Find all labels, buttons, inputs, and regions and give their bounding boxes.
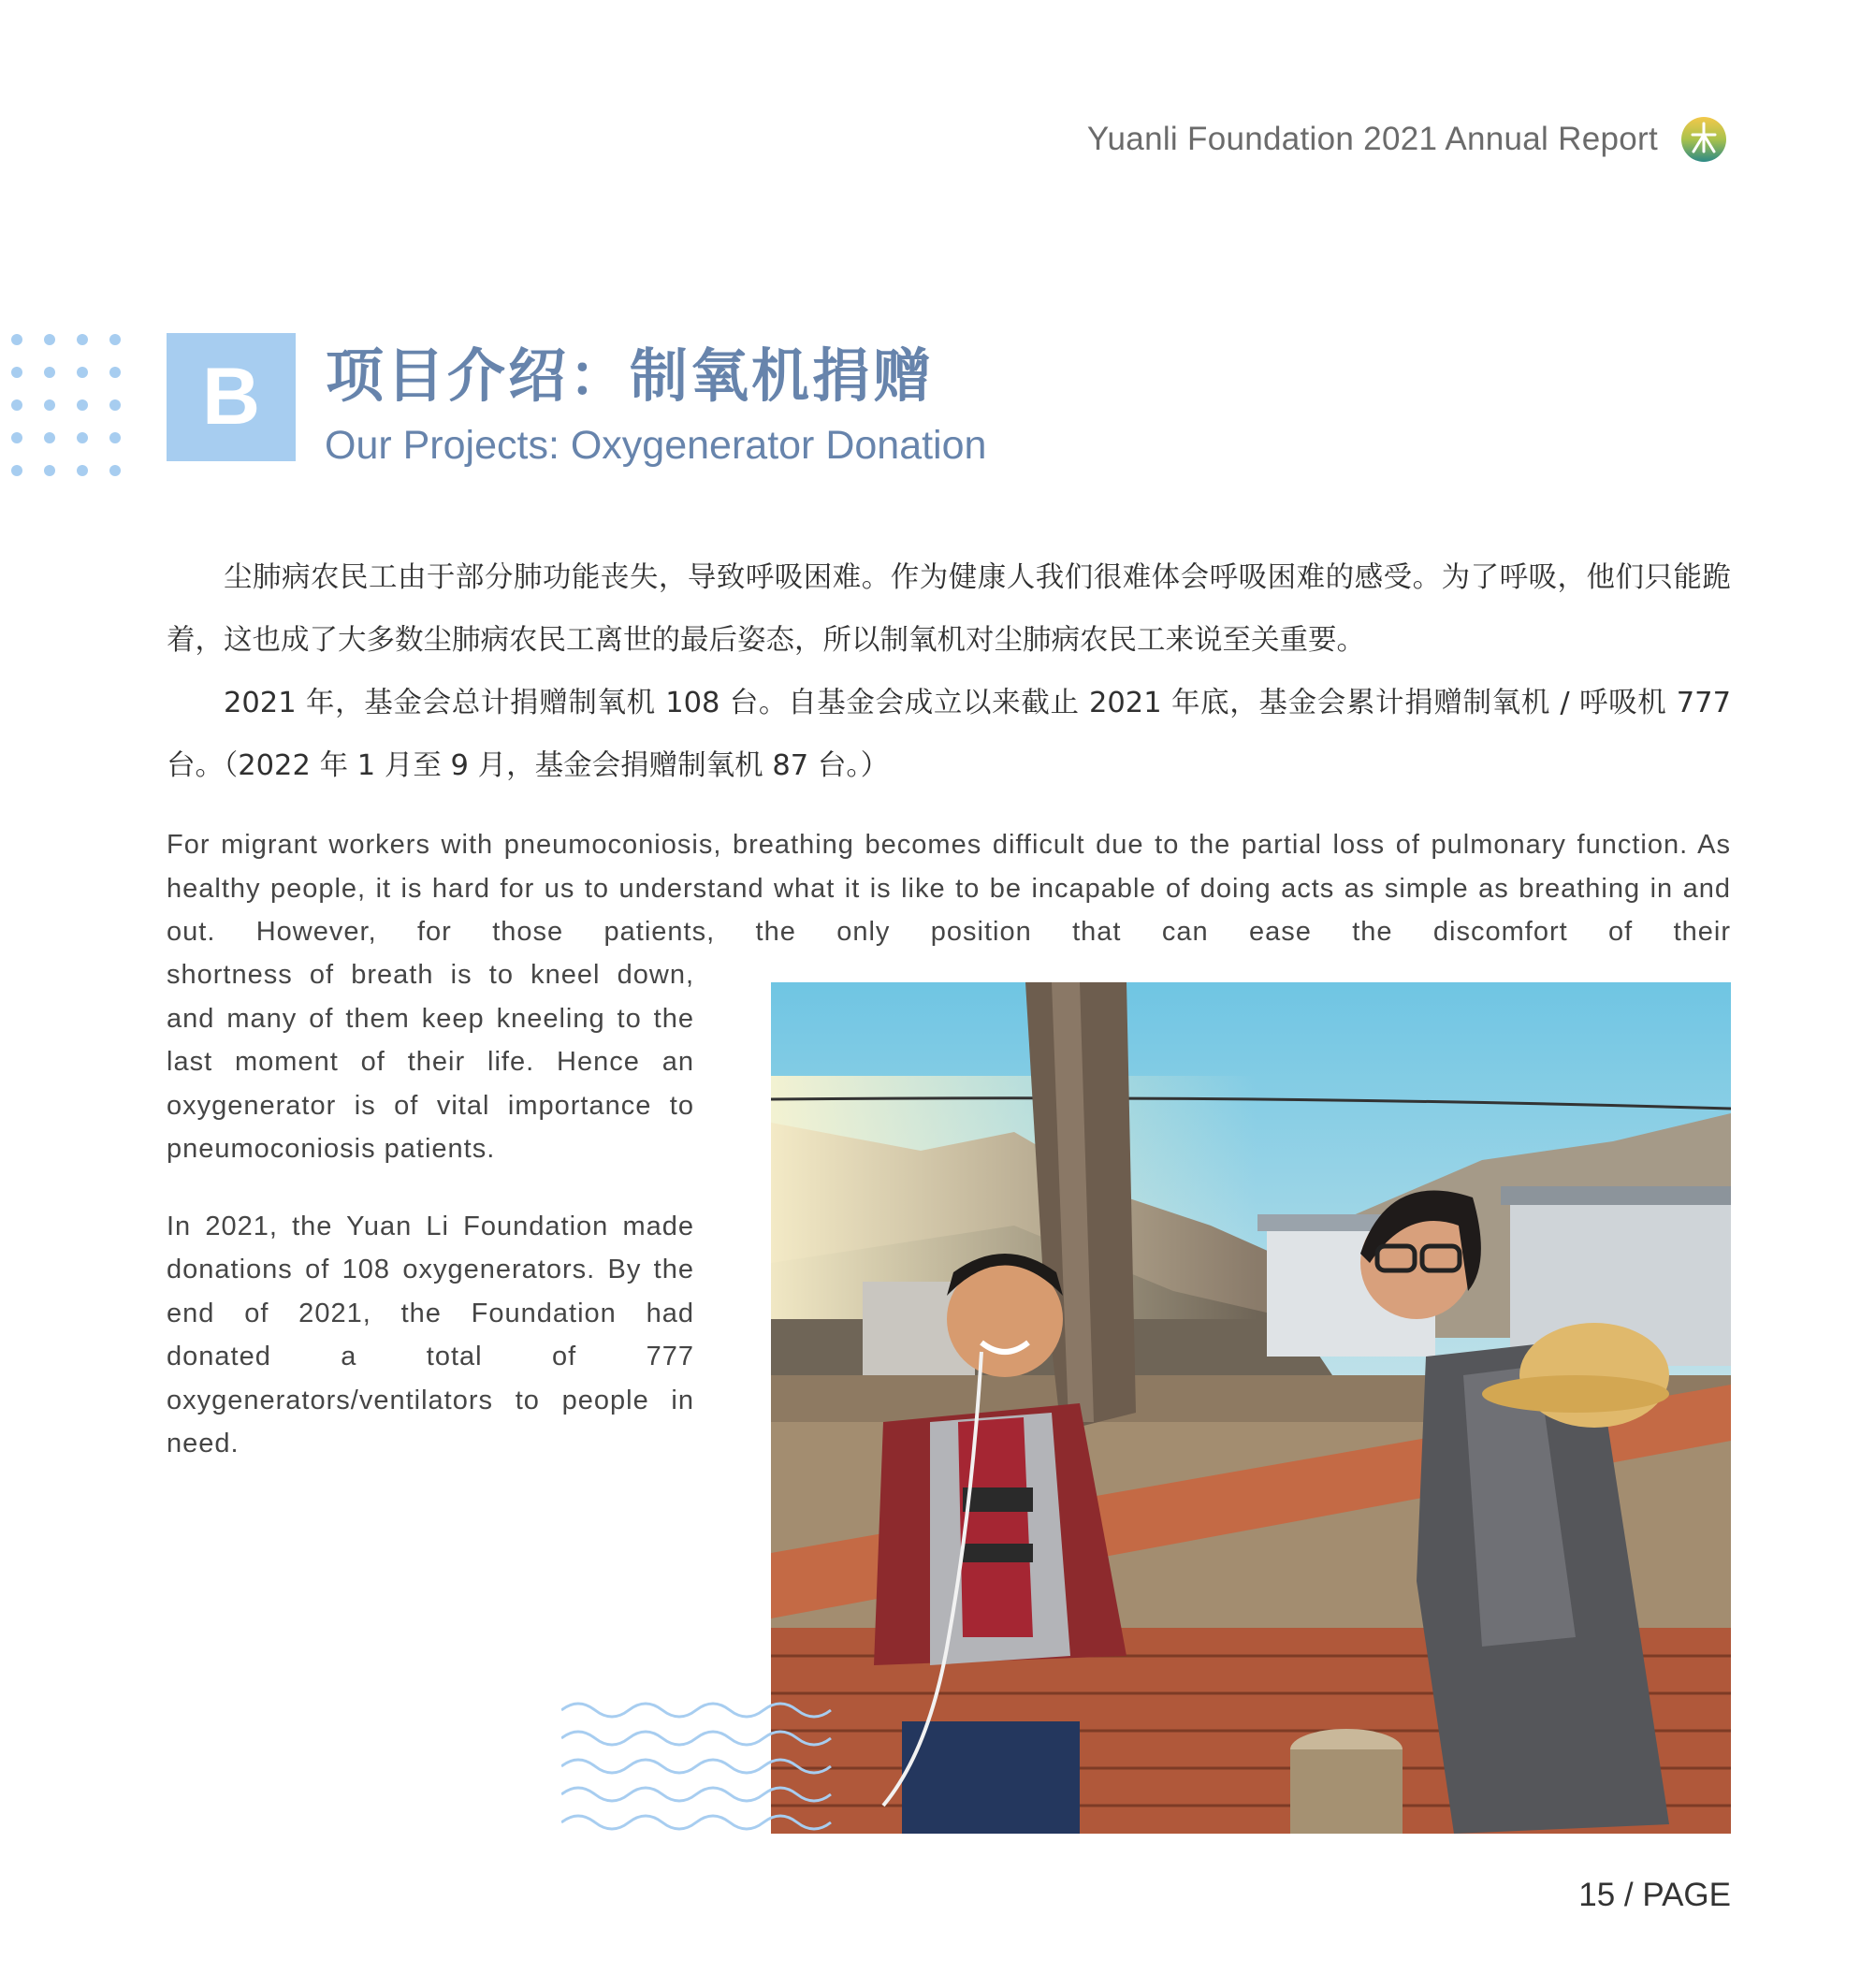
section-title-zh: 项目介绍：制氧机捐赠 (326, 341, 935, 410)
body-en-column (167, 953, 694, 1500)
photo-oxygenerator-recipients (771, 982, 1731, 1834)
body-en-wide: For migrant workers with pneumoconiosis, breathing becomes difficult due to the partial loss of pulmonary function. As healthy people, it is hard for us to understand what it is like to be incapable of doing acts as simple as breathing in and out. However, for those patients, the only position that can ease the discomfort of their (167, 830, 1731, 947)
body-zh (167, 546, 1731, 797)
header-title: Yuanli Foundation 2021 Annual Report (1086, 121, 1658, 157)
body-zh-paragraph-2: 2021 年，基金会总计捐赠制氧机 108 台。自基金会成立以来截止 2021 年底，基金会累计捐赠制氧机 / 呼吸机 777 台。（2022 年 1 月至 9 月，基金会捐赠制氧机 87 台。） (167, 687, 1731, 782)
section-badge: B (167, 333, 296, 461)
wave-decoration (561, 1701, 833, 1832)
body-zh-paragraph-1: 尘肺病农民工由于部分肺功能丧失，导致呼吸困难。作为健康人我们很难体会呼吸困难的感受。为了呼吸，他们只能跪着，这也成了大多数尘肺病农民工离世的最后姿态，所以制氧机对尘肺病农民工来说至关重要。 (167, 561, 1731, 657)
yuanli-logo-icon (1680, 116, 1727, 163)
page-number: 15 / PAGE (1578, 1877, 1731, 1913)
body-en-column-paragraph-1: shortness of breath is to kneel down, and many of them keep kneeling to the last moment of their life. Hence an oxygenerator is of vital importance to pneumoconiosis patients. (167, 960, 694, 1164)
page-header (1087, 110, 1727, 168)
section-title-en: Our Projects: Oxygenerator Donation (325, 423, 987, 468)
body-en-column-paragraph-2: In 2021, the Yuan Li Foundation made donations of 108 oxygenerators. By the end of 2021, the Foundation had donated a total of 777 oxygenerators/ventilators to people in need. (167, 1211, 694, 1458)
photo-illustration (771, 982, 1731, 1834)
dot-grid-decoration (6, 330, 127, 480)
